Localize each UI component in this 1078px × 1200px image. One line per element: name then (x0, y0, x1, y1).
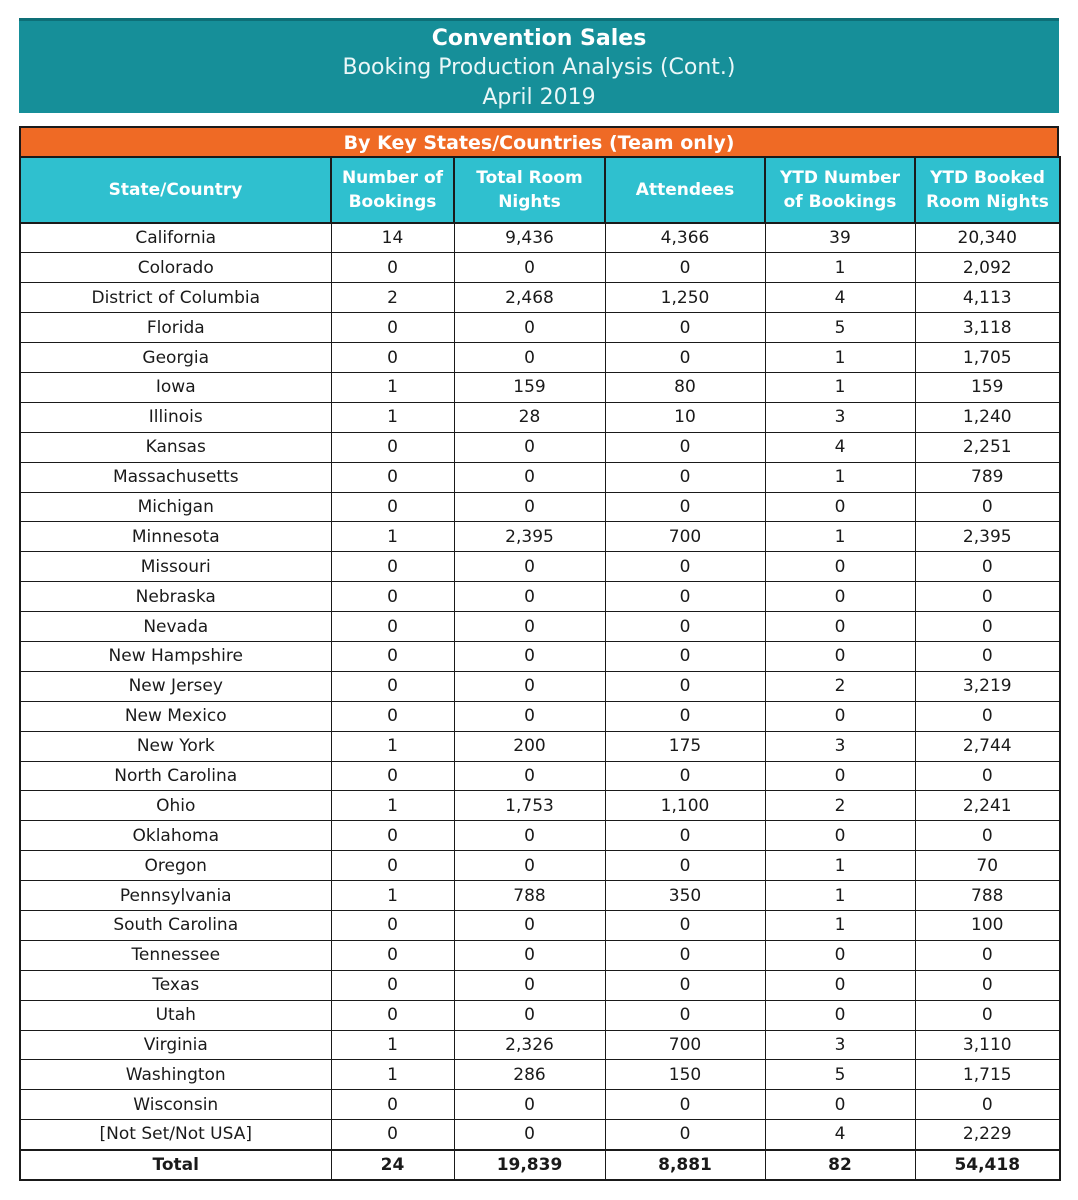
table-cell: 4 (765, 432, 915, 462)
table-cell: 0 (331, 671, 454, 701)
state-name-cell: Nevada (20, 612, 331, 642)
table-total-row (20, 1150, 1060, 1180)
table-cell: 0 (605, 1120, 765, 1150)
table-row (20, 582, 1060, 612)
table-cell: 0 (605, 910, 765, 940)
table-row (20, 1060, 1060, 1090)
state-name-cell: Tennessee (20, 940, 331, 970)
table-cell: 0 (454, 851, 605, 881)
report-subtitle: Booking Production Analysis (Cont.) (342, 55, 736, 80)
table-cell: 2,229 (915, 1120, 1060, 1150)
table-cell: 0 (915, 492, 1060, 522)
total-label: Total (20, 1150, 331, 1180)
table-cell: 0 (915, 701, 1060, 731)
table-cell: 0 (605, 343, 765, 373)
table-cell: 1 (331, 1030, 454, 1060)
state-name-cell: Texas (20, 970, 331, 1000)
table-cell: 1,705 (915, 343, 1060, 373)
table-cell: 0 (915, 821, 1060, 851)
state-name-cell: [Not Set/Not USA] (20, 1120, 331, 1150)
table-cell: 1 (331, 1060, 454, 1090)
total-cell: 82 (765, 1150, 915, 1180)
table-cell: 0 (454, 940, 605, 970)
state-name-cell: Iowa (20, 372, 331, 402)
table-row (20, 372, 1060, 402)
table-cell: 0 (765, 970, 915, 1000)
table-cell: 0 (331, 761, 454, 791)
table-cell: 0 (765, 612, 915, 642)
state-name-cell: Kansas (20, 432, 331, 462)
table-cell: 1,250 (605, 283, 765, 313)
table-cell: 14 (331, 223, 454, 253)
report-title: Convention Sales (431, 26, 647, 51)
table-cell: 0 (605, 851, 765, 881)
table-cell: 0 (605, 313, 765, 343)
table-cell: 0 (605, 582, 765, 612)
table-cell: 0 (915, 582, 1060, 612)
table-row (20, 552, 1060, 582)
table-cell: 0 (765, 1090, 915, 1120)
table-cell: 350 (605, 881, 765, 911)
table-cell: 0 (331, 701, 454, 731)
table-cell: 3 (765, 731, 915, 761)
table-cell: 0 (765, 582, 915, 612)
table-cell: 0 (454, 821, 605, 851)
table-cell: 1 (765, 522, 915, 552)
table-cell: 0 (915, 641, 1060, 671)
table-cell: 2,251 (915, 432, 1060, 462)
table-cell: 0 (765, 761, 915, 791)
total-cell: 24 (331, 1150, 454, 1180)
table-cell: 0 (605, 641, 765, 671)
table-cell: 0 (915, 970, 1060, 1000)
column-header-bookings: Number of Bookings (331, 157, 454, 223)
table-cell: 2,395 (915, 522, 1060, 552)
table-cell: 0 (331, 851, 454, 881)
column-header-attendees: Attendees (605, 157, 765, 223)
table-row (20, 1090, 1060, 1120)
table-cell: 0 (331, 641, 454, 671)
state-name-cell: Michigan (20, 492, 331, 522)
table-cell: 1 (331, 402, 454, 432)
table-cell: 3,110 (915, 1030, 1060, 1060)
table-header-row (20, 157, 1060, 223)
table-cell: 0 (331, 492, 454, 522)
table-cell: 1 (331, 522, 454, 552)
table-cell: 0 (454, 1000, 605, 1030)
state-name-cell: Minnesota (20, 522, 331, 552)
state-name-cell: Utah (20, 1000, 331, 1030)
total-cell: 8,881 (605, 1150, 765, 1180)
table-cell: 0 (765, 492, 915, 522)
table-cell: 1 (331, 731, 454, 761)
table-cell: 0 (331, 313, 454, 343)
table-cell: 175 (605, 731, 765, 761)
table-cell: 80 (605, 372, 765, 402)
state-name-cell: Wisconsin (20, 1090, 331, 1120)
table-cell: 159 (915, 372, 1060, 402)
state-name-cell: Illinois (20, 402, 331, 432)
table-cell: 0 (605, 253, 765, 283)
table-cell: 0 (454, 910, 605, 940)
table-row (20, 612, 1060, 642)
table-cell: 1,240 (915, 402, 1060, 432)
table-cell: 28 (454, 402, 605, 432)
table-cell: 2,468 (454, 283, 605, 313)
table-cell: 0 (915, 1000, 1060, 1030)
table-row (20, 253, 1060, 283)
table-cell: 1 (765, 462, 915, 492)
state-name-cell: Ohio (20, 791, 331, 821)
table-cell: 788 (915, 881, 1060, 911)
table-cell: 789 (915, 462, 1060, 492)
table-cell: 0 (605, 1090, 765, 1120)
state-name-cell: Colorado (20, 253, 331, 283)
table-row (20, 821, 1060, 851)
state-name-cell: Washington (20, 1060, 331, 1090)
table-cell: 2,326 (454, 1030, 605, 1060)
table-cell: 2 (765, 791, 915, 821)
table-row (20, 671, 1060, 701)
table-cell: 0 (915, 761, 1060, 791)
table-cell: 700 (605, 522, 765, 552)
table-row (20, 731, 1060, 761)
total-cell: 19,839 (454, 1150, 605, 1180)
table-cell: 0 (454, 612, 605, 642)
table-cell: 100 (915, 910, 1060, 940)
table-cell: 0 (331, 1120, 454, 1150)
state-name-cell: Nebraska (20, 582, 331, 612)
table-cell: 0 (331, 582, 454, 612)
table-row (20, 940, 1060, 970)
table-cell: 2 (765, 671, 915, 701)
state-name-cell: North Carolina (20, 761, 331, 791)
table-row (20, 1030, 1060, 1060)
table-cell: 1 (765, 253, 915, 283)
table-cell: 0 (765, 701, 915, 731)
table-cell: 0 (331, 940, 454, 970)
section-title: By Key States/Countries (Team only) (19, 126, 1059, 156)
table-cell: 10 (605, 402, 765, 432)
table-cell: 1 (331, 372, 454, 402)
table-cell: 4 (765, 283, 915, 313)
table-cell: 0 (454, 1090, 605, 1120)
state-name-cell: Florida (20, 313, 331, 343)
table-cell: 0 (765, 641, 915, 671)
table-cell: 0 (915, 1090, 1060, 1120)
table-cell: 4 (765, 1120, 915, 1150)
table-cell: 70 (915, 851, 1060, 881)
state-name-cell: District of Columbia (20, 283, 331, 313)
table-cell: 0 (331, 432, 454, 462)
column-header-ytd-room-nights: YTD Booked Room Nights (915, 157, 1060, 223)
table-cell: 0 (331, 612, 454, 642)
table-cell: 0 (454, 582, 605, 612)
table-cell: 0 (765, 1000, 915, 1030)
table-cell: 0 (454, 761, 605, 791)
table-cell: 0 (454, 253, 605, 283)
table-row (20, 910, 1060, 940)
table-cell: 1 (331, 791, 454, 821)
table-cell: 1,100 (605, 791, 765, 821)
table-row (20, 462, 1060, 492)
table-cell: 0 (454, 432, 605, 462)
table-row (20, 522, 1060, 552)
table-cell: 0 (605, 821, 765, 851)
table-cell: 0 (765, 821, 915, 851)
state-name-cell: New Mexico (20, 701, 331, 731)
table-cell: 0 (454, 462, 605, 492)
table-cell: 1 (765, 372, 915, 402)
table-cell: 0 (605, 552, 765, 582)
table-cell: 0 (605, 492, 765, 522)
table-row (20, 343, 1060, 373)
table-cell: 0 (454, 671, 605, 701)
report-period: April 2019 (482, 85, 596, 110)
table-cell: 1 (331, 881, 454, 911)
table-cell: 0 (331, 1000, 454, 1030)
column-header-room-nights: Total Room Nights (454, 157, 605, 223)
table-cell: 0 (605, 1000, 765, 1030)
table-cell: 0 (454, 970, 605, 1000)
table-cell: 0 (331, 1090, 454, 1120)
table-cell: 0 (765, 552, 915, 582)
table-cell: 20,340 (915, 223, 1060, 253)
table-row (20, 881, 1060, 911)
state-name-cell: New Jersey (20, 671, 331, 701)
table-cell: 0 (331, 552, 454, 582)
table-cell: 0 (605, 701, 765, 731)
table-cell: 0 (331, 343, 454, 373)
state-name-cell: South Carolina (20, 910, 331, 940)
table-cell: 0 (331, 462, 454, 492)
table-cell: 0 (915, 940, 1060, 970)
table-cell: 0 (331, 253, 454, 283)
state-name-cell: Pennsylvania (20, 881, 331, 911)
state-name-cell: Massachusetts (20, 462, 331, 492)
table-row (20, 432, 1060, 462)
table-cell: 9,436 (454, 223, 605, 253)
table-cell: 1,715 (915, 1060, 1060, 1090)
table-cell: 0 (331, 970, 454, 1000)
table-cell: 1 (765, 910, 915, 940)
table-cell: 200 (454, 731, 605, 761)
table-cell: 0 (454, 343, 605, 373)
total-cell: 54,418 (915, 1150, 1060, 1180)
table-row (20, 492, 1060, 522)
table-cell: 0 (605, 761, 765, 791)
table-row (20, 402, 1060, 432)
table-cell: 3 (765, 402, 915, 432)
table-cell: 39 (765, 223, 915, 253)
table-row (20, 761, 1060, 791)
bookings-table-container (19, 126, 1059, 1181)
table-row (20, 791, 1060, 821)
table-row (20, 283, 1060, 313)
table-cell: 0 (454, 552, 605, 582)
table-cell: 0 (605, 970, 765, 1000)
table-row (20, 1120, 1060, 1150)
table-cell: 2,241 (915, 791, 1060, 821)
table-row (20, 970, 1060, 1000)
table-row (20, 851, 1060, 881)
table-cell: 0 (454, 1120, 605, 1150)
table-cell: 286 (454, 1060, 605, 1090)
table-cell: 0 (605, 612, 765, 642)
table-cell: 0 (915, 612, 1060, 642)
table-cell: 788 (454, 881, 605, 911)
table-cell: 3,118 (915, 313, 1060, 343)
state-name-cell: Oregon (20, 851, 331, 881)
table-cell: 700 (605, 1030, 765, 1060)
state-name-cell: Virginia (20, 1030, 331, 1060)
table-cell: 0 (454, 701, 605, 731)
table-cell: 2,092 (915, 253, 1060, 283)
report-banner (19, 18, 1059, 113)
state-name-cell: Missouri (20, 552, 331, 582)
table-cell: 5 (765, 313, 915, 343)
table-cell: 0 (915, 552, 1060, 582)
column-header-ytd-bookings: YTD Number of Bookings (765, 157, 915, 223)
state-name-cell: New Hampshire (20, 641, 331, 671)
table-row (20, 313, 1060, 343)
table-cell: 150 (605, 1060, 765, 1090)
table-cell: 0 (605, 462, 765, 492)
table-cell: 0 (454, 492, 605, 522)
table-cell: 159 (454, 372, 605, 402)
table-cell: 2 (331, 283, 454, 313)
table-cell: 5 (765, 1060, 915, 1090)
table-cell: 0 (765, 940, 915, 970)
table-cell: 1 (765, 851, 915, 881)
table-cell: 2,744 (915, 731, 1060, 761)
table-row (20, 701, 1060, 731)
table-row (20, 1000, 1060, 1030)
state-name-cell: Georgia (20, 343, 331, 373)
table-cell: 3 (765, 1030, 915, 1060)
bookings-table (19, 156, 1061, 1181)
table-cell: 0 (331, 910, 454, 940)
table-cell: 0 (454, 313, 605, 343)
table-row (20, 223, 1060, 253)
table-cell: 4,366 (605, 223, 765, 253)
table-cell: 4,113 (915, 283, 1060, 313)
state-name-cell: New York (20, 731, 331, 761)
state-name-cell: California (20, 223, 331, 253)
table-cell: 0 (605, 432, 765, 462)
table-cell: 0 (605, 940, 765, 970)
state-name-cell: Oklahoma (20, 821, 331, 851)
column-header-state: State/Country (20, 157, 331, 223)
table-cell: 1 (765, 881, 915, 911)
table-cell: 1,753 (454, 791, 605, 821)
table-row (20, 641, 1060, 671)
table-cell: 0 (331, 821, 454, 851)
table-cell: 2,395 (454, 522, 605, 552)
table-cell: 1 (765, 343, 915, 373)
table-body (20, 223, 1060, 1150)
table-cell: 3,219 (915, 671, 1060, 701)
table-cell: 0 (454, 641, 605, 671)
table-cell: 0 (605, 671, 765, 701)
